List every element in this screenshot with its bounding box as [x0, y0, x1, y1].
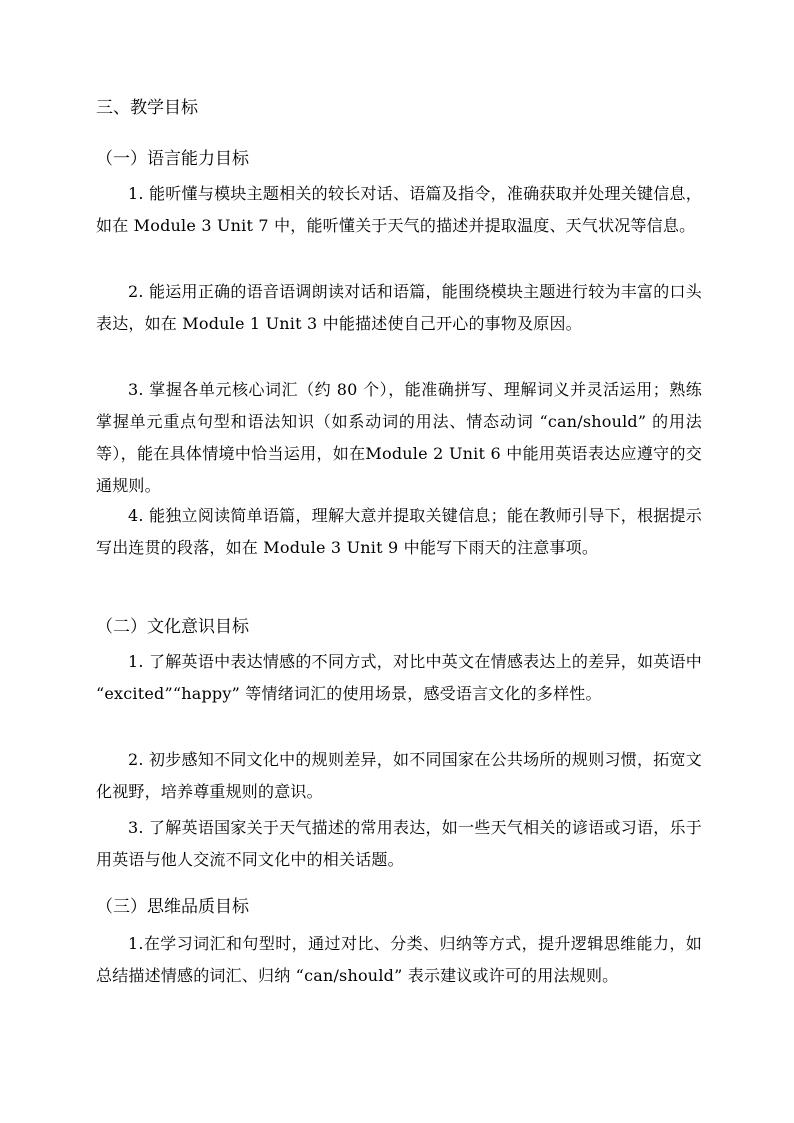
- language-goal-4: 4. 能独立阅读简单语篇，理解大意并提取关键信息；能在教师引导下，根据提示写出连贯的段落，如在 Module 3 Unit 9 中能写下雨天的注意事项。: [96, 506, 702, 557]
- language-goal-1: 1. 能听懂与模块主题相关的较长对话、语篇及指令，准确获取并处理关键信息，如在 Module 3 Unit 7 中，能听懂关于天气的描述并提取温度、天气状况等信息。: [96, 184, 702, 235]
- culture-goal-1: 1. 了解英语中表达情感的不同方式，对比中英文在情感表达上的差异，如英语中 “excited”“happy” 等情绪词汇的使用场景，感受语言文化的多样性。: [96, 652, 702, 703]
- subsection-title-culture: （二）文化意识目标: [96, 617, 249, 637]
- section-title: 三、教学目标: [96, 98, 198, 118]
- language-goal-2: 2. 能运用正确的语音语调朗读对话和语篇，能围绕模块主题进行较为丰富的口头表达，如在 Module 1 Unit 3 中能描述使自己开心的事物及原因。: [96, 282, 702, 333]
- thinking-goal-1: 1.在学习词汇和句型时，通过对比、分类、归纳等方式，提升逻辑思维能力，如总结描述情感的词汇、归纳 “can/should” 表示建议或许可的用法规则。: [96, 934, 702, 985]
- culture-goal-2: 2. 初步感知不同文化中的规则差异，如不同国家在公共场所的规则习惯，拓宽文化视野，培养尊重规则的意识。: [96, 750, 702, 801]
- subsection-title-thinking: （三）思维品质目标: [96, 897, 249, 917]
- culture-goal-3: 3. 了解英语国家关于天气描述的常用表达，如一些天气相关的谚语或习语，乐于用英语与他人交流不同文化中的相关话题。: [96, 818, 702, 869]
- language-goal-3: 3. 掌握各单元核心词汇（约 80 个），能准确拼写、理解词义并灵活运用；熟练掌握单元重点句型和语法知识（如系动词的用法、情态动词 “can/should” 的用法等），能在具体情境中恰当运用，如在Module 2 Unit 6 中能用英语表达应遵守的交通规则。: [96, 380, 702, 495]
- subsection-title-language: （一）语言能力目标: [96, 149, 249, 169]
